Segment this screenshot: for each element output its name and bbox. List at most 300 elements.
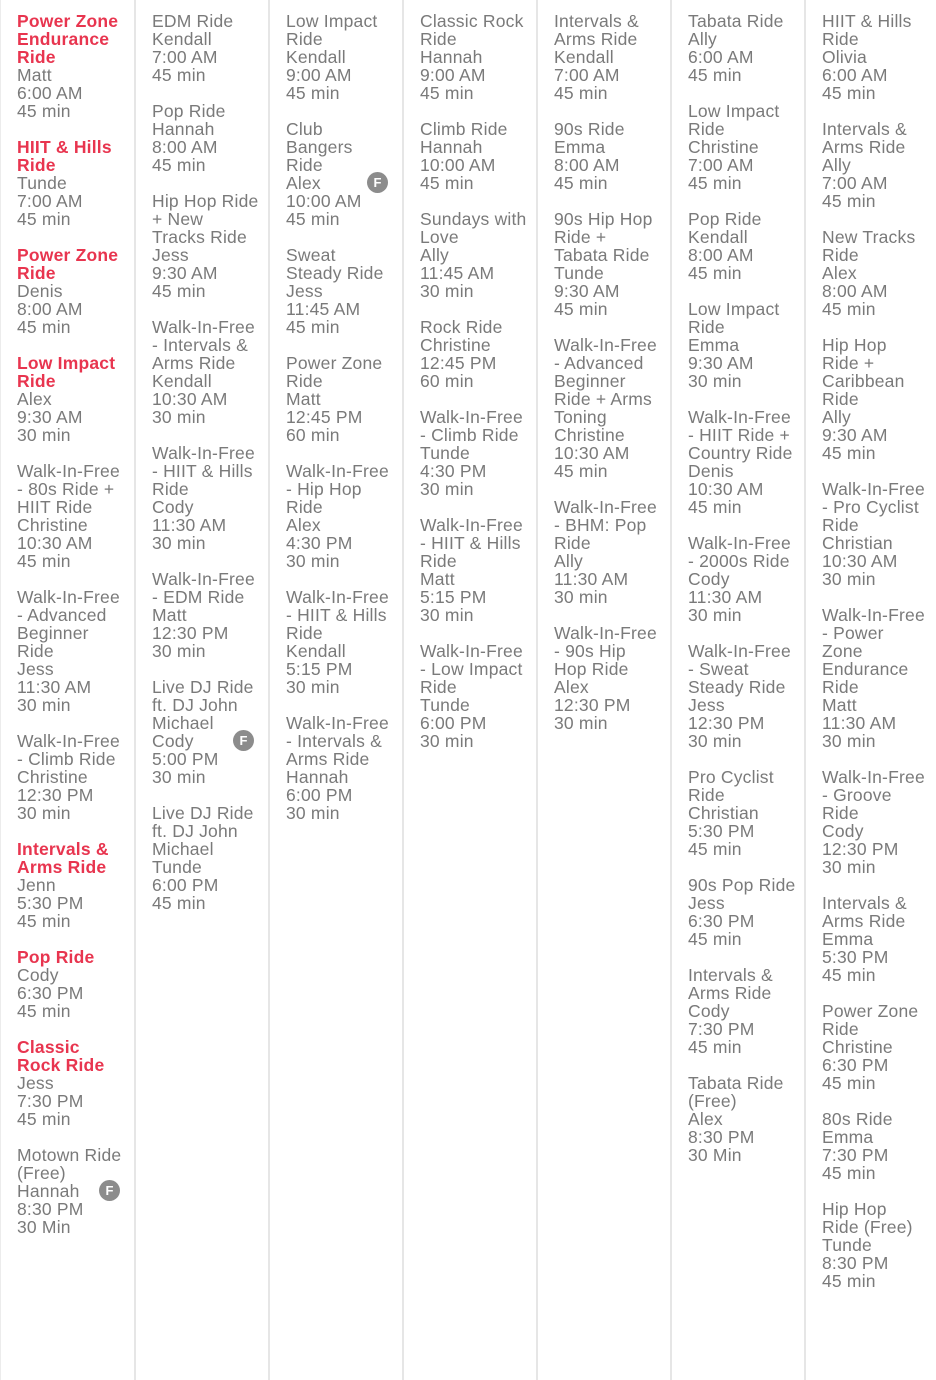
class-duration: 45 min [152, 893, 206, 913]
class-duration: 30 min [554, 587, 608, 607]
class-instructor: Cody [822, 821, 864, 841]
class-item[interactable] [17, 588, 134, 714]
class-title: Power Zone Ride [286, 353, 383, 391]
class-time: 12:30 PM [554, 695, 631, 715]
class-duration: 30 min [17, 803, 71, 823]
class-duration: 45 min [17, 911, 71, 931]
class-item[interactable] [688, 768, 804, 858]
class-time: 5:30 PM [822, 947, 889, 967]
class-duration: 30 min [420, 605, 474, 625]
class-item[interactable] [822, 768, 936, 876]
class-duration: 45 min [17, 1109, 71, 1129]
class-time: 4:30 PM [286, 533, 353, 553]
class-item[interactable] [688, 210, 804, 282]
class-time: 8:00 AM [822, 281, 888, 301]
class-item[interactable] [822, 1002, 936, 1092]
class-time: 12:30 PM [152, 623, 229, 643]
class-duration: 45 min [554, 83, 608, 103]
class-item[interactable] [420, 12, 536, 102]
class-instructor: Hannah [420, 137, 483, 157]
schedule-column-7 [806, 0, 936, 1380]
class-time: 10:30 AM [17, 533, 93, 553]
class-title: Sundays with Love [420, 209, 527, 247]
class-title: Walk-In-Free - Low Impact Ride [420, 641, 523, 697]
class-time: 7:00 AM [688, 155, 754, 175]
class-duration: 30 min [420, 731, 474, 751]
class-title: Intervals & Arms Ride [822, 119, 907, 157]
class-title: Pop Ride [152, 101, 226, 121]
class-title: Walk-In-Free - Sweat Steady Ride [688, 641, 791, 697]
class-time: 6:00 PM [152, 875, 219, 895]
class-item[interactable] [554, 336, 670, 480]
class-duration: 30 min [286, 551, 340, 571]
class-duration: 30 min [17, 425, 71, 445]
class-title: Walk-In-Free - Intervals & Arms Ride [286, 713, 389, 769]
class-duration: 30 min [17, 695, 71, 715]
class-title: Walk-In-Free - 80s Ride + HIIT Ride [17, 461, 120, 517]
class-instructor: Tunde [420, 443, 470, 463]
class-instructor: Matt [152, 605, 187, 625]
class-item[interactable] [822, 894, 936, 984]
class-title: 90s Hip Hop Ride + Tabata Ride [554, 209, 653, 265]
class-title: Club Bangers Ride [286, 119, 353, 175]
class-item[interactable] [822, 480, 936, 588]
class-time: 11:30 AM [822, 713, 897, 733]
class-duration: 45 min [688, 263, 742, 283]
class-instructor: Alex [554, 677, 589, 697]
class-duration: 45 min [152, 65, 206, 85]
class-time: 8:00 AM [688, 245, 754, 265]
class-title: Walk-In-Free - BHM: Pop Ride [554, 497, 657, 553]
class-duration: 30 Min [17, 1217, 71, 1237]
class-time: 12:30 PM [17, 785, 94, 805]
class-instructor: Matt [420, 569, 455, 589]
class-title: Power Zone Ride [822, 1001, 919, 1039]
class-title: Walk-In-Free - HIIT & Hills Ride [286, 587, 389, 643]
class-item[interactable] [17, 462, 134, 570]
class-item[interactable] [152, 192, 268, 300]
class-item[interactable] [17, 732, 134, 822]
class-duration: 45 min [688, 65, 742, 85]
class-item[interactable] [17, 246, 134, 336]
class-item[interactable] [152, 444, 268, 552]
class-time: 9:00 AM [286, 65, 352, 85]
class-instructor: Alex [17, 389, 52, 409]
class-instructor: Christine [17, 767, 88, 787]
class-instructor: Ally [822, 155, 851, 175]
class-time: 7:00 AM [822, 173, 888, 193]
class-time: 12:45 PM [420, 353, 497, 373]
class-time: 8:30 PM [17, 1199, 84, 1219]
class-duration: 45 min [286, 83, 340, 103]
class-time: 8:30 PM [688, 1127, 755, 1147]
class-instructor: Alex [822, 263, 857, 283]
class-instructor: Denis [688, 461, 734, 481]
class-duration: 30 min [152, 767, 206, 787]
class-item[interactable] [554, 498, 670, 606]
class-time: 10:30 AM [688, 479, 764, 499]
class-time: 6:30 PM [17, 983, 84, 1003]
class-time: 12:45 PM [286, 407, 363, 427]
class-time: 7:00 AM [554, 65, 620, 85]
class-time: 5:30 PM [17, 893, 84, 913]
class-duration: 30 min [420, 281, 474, 301]
class-duration: 30 min [688, 371, 742, 391]
class-duration: 45 min [822, 299, 876, 319]
class-title: Climb Ride [420, 119, 508, 139]
class-title: Walk-In-Free - Advanced Beginner Ride + Arms Toning [554, 335, 657, 427]
class-item[interactable] [152, 12, 268, 84]
class-item[interactable] [420, 642, 536, 750]
schedule-column-4 [404, 0, 538, 1380]
class-item[interactable] [286, 714, 402, 822]
class-time: 10:30 AM [822, 551, 898, 571]
class-item[interactable] [152, 678, 268, 786]
class-time: 9:30 AM [688, 353, 754, 373]
class-time: 11:30 AM [554, 569, 629, 589]
class-title: Walk-In-Free - HIIT Ride + Country Ride [688, 407, 793, 463]
class-item[interactable] [286, 12, 402, 102]
class-instructor: Jess [17, 1073, 54, 1093]
class-instructor: Ally [420, 245, 449, 265]
class-time: 6:30 PM [822, 1055, 889, 1075]
class-item[interactable] [420, 210, 536, 300]
class-duration: 45 min [420, 83, 474, 103]
class-time: 6:00 AM [822, 65, 888, 85]
class-duration: 45 min [688, 929, 742, 949]
free-badge-icon: F [99, 1180, 120, 1201]
class-time: 7:30 PM [822, 1145, 889, 1165]
class-item[interactable] [554, 210, 670, 318]
class-item[interactable] [688, 876, 804, 948]
class-time: 10:00 AM [286, 191, 362, 211]
class-item[interactable] [17, 354, 134, 444]
class-title: Walk-In-Free - Climb Ride [17, 731, 120, 769]
class-duration: 45 min [822, 965, 876, 985]
class-instructor: Jess [688, 893, 725, 913]
class-instructor: Kendall [286, 641, 346, 661]
class-item[interactable] [688, 966, 804, 1056]
class-duration: 45 min [152, 281, 206, 301]
class-item[interactable] [688, 300, 804, 390]
class-title: Intervals & Arms Ride [17, 839, 109, 877]
class-instructor: Kendall [554, 47, 614, 67]
class-title: Intervals & Arms Ride [822, 893, 907, 931]
class-time: 8:30 PM [822, 1253, 889, 1273]
class-instructor: Cody [688, 1001, 730, 1021]
class-instructor: Denis [17, 281, 63, 301]
class-duration: 30 min [286, 677, 340, 697]
class-instructor: Matt [17, 65, 52, 85]
class-time: 9:30 AM [822, 425, 888, 445]
class-duration: 45 min [17, 101, 71, 121]
class-time: 11:45 AM [286, 299, 361, 319]
class-time: 6:00 AM [17, 83, 83, 103]
class-item[interactable] [152, 318, 268, 426]
class-title: Live DJ Ride ft. DJ John Michael [152, 803, 254, 859]
class-duration: 45 min [822, 1073, 876, 1093]
class-title: Motown Ride (Free) [17, 1145, 122, 1183]
class-title: Walk-In-Free - Hip Hop Ride [286, 461, 389, 517]
class-duration: 30 min [420, 479, 474, 499]
class-time: 7:00 AM [17, 191, 83, 211]
class-item[interactable] [822, 1200, 936, 1290]
class-instructor: Matt [822, 695, 857, 715]
class-time: 8:00 AM [152, 137, 218, 157]
class-duration: 45 min [554, 461, 608, 481]
class-instructor: Emma [554, 137, 606, 157]
class-title: Pop Ride [17, 947, 95, 967]
class-time: 11:30 AM [17, 677, 92, 697]
class-time: 5:30 PM [688, 821, 755, 841]
class-title: 90s Ride [554, 119, 625, 139]
class-duration: 30 min [152, 641, 206, 661]
class-title: Hip Hop Ride + Caribbean Ride [822, 335, 905, 409]
class-time: 11:45 AM [420, 263, 495, 283]
class-title: Walk-In-Free - Groove Ride [822, 767, 925, 823]
class-item[interactable] [286, 588, 402, 696]
class-title: 80s Ride [822, 1109, 893, 1129]
class-instructor: Kendall [152, 29, 212, 49]
class-instructor: Tunde [17, 173, 67, 193]
class-instructor: Emma [822, 1127, 874, 1147]
class-duration: 45 min [152, 155, 206, 175]
class-duration: 45 min [420, 173, 474, 193]
class-time: 8:00 AM [554, 155, 620, 175]
class-duration: 60 min [286, 425, 340, 445]
class-instructor: Olivia [822, 47, 867, 67]
class-item[interactable] [286, 246, 402, 336]
class-title: Intervals & Arms Ride [554, 11, 639, 49]
class-title: Walk-In-Free - HIIT & Hills Ride [420, 515, 523, 571]
class-title: Walk-In-Free - 90s Hip Hop Ride [554, 623, 657, 679]
class-item[interactable] [554, 624, 670, 732]
class-item[interactable] [17, 948, 134, 1020]
class-item[interactable] [822, 606, 936, 750]
class-duration: 45 min [822, 1271, 876, 1291]
class-instructor: Christian [822, 533, 893, 553]
free-badge-icon: F [367, 172, 388, 193]
class-time: 8:00 AM [17, 299, 83, 319]
class-time: 5:15 PM [420, 587, 487, 607]
class-time: 11:30 AM [688, 587, 763, 607]
class-instructor: Cody [152, 731, 194, 751]
class-instructor: Christian [688, 803, 759, 823]
class-instructor: Emma [688, 335, 740, 355]
class-duration: 45 min [17, 209, 71, 229]
class-instructor: Christine [420, 335, 491, 355]
class-instructor: Tunde [554, 263, 604, 283]
class-instructor: Jenn [17, 875, 56, 895]
class-time: 6:00 AM [688, 47, 754, 67]
class-title: New Tracks Ride [822, 227, 916, 265]
class-instructor: Hannah [17, 1181, 80, 1201]
class-title: Walk-In-Free - Intervals & Arms Ride [152, 317, 255, 373]
class-time: 9:30 AM [152, 263, 218, 283]
class-title: Low Impact Ride [688, 299, 780, 337]
class-title: Power Zone Endurance Ride [17, 11, 119, 67]
class-time: 5:15 PM [286, 659, 353, 679]
class-title: Low Impact Ride [17, 353, 116, 391]
class-instructor: Hannah [152, 119, 215, 139]
class-instructor: Christine [554, 425, 625, 445]
class-duration: 45 min [17, 551, 71, 571]
class-duration: 30 min [822, 569, 876, 589]
free-badge-icon: F [233, 730, 254, 751]
class-instructor: Jess [152, 245, 189, 265]
class-duration: 45 min [688, 1037, 742, 1057]
class-title: Walk-In-Free - Advanced Beginner Ride [17, 587, 120, 661]
class-instructor: Emma [822, 929, 874, 949]
class-item[interactable] [17, 1038, 134, 1128]
class-title: HIIT & Hills Ride [822, 11, 912, 49]
class-item[interactable] [822, 336, 936, 462]
class-title: Sweat Steady Ride [286, 245, 384, 283]
class-instructor: Jess [286, 281, 323, 301]
class-item[interactable] [420, 318, 536, 390]
class-time: 6:00 PM [286, 785, 353, 805]
class-title: Tabata Ride (Free) [688, 1073, 784, 1111]
class-instructor: Kendall [152, 371, 212, 391]
class-instructor: Christine [17, 515, 88, 535]
class-title: Walk-In-Free - 2000s Ride [688, 533, 791, 571]
class-item[interactable] [420, 516, 536, 624]
class-duration: 45 min [688, 839, 742, 859]
class-duration: 30 min [286, 803, 340, 823]
class-item[interactable] [286, 354, 402, 444]
class-item[interactable] [688, 408, 804, 516]
class-title: Walk-In-Free - HIIT & Hills Ride [152, 443, 255, 499]
class-instructor: Kendall [688, 227, 748, 247]
class-time: 11:30 AM [152, 515, 227, 535]
class-instructor: Ally [688, 29, 717, 49]
class-title: Classic Rock Ride [17, 1037, 105, 1075]
class-item[interactable] [152, 570, 268, 660]
class-item[interactable] [286, 462, 402, 570]
class-duration: 30 min [822, 857, 876, 877]
class-time: 10:30 AM [152, 389, 228, 409]
class-item[interactable] [286, 120, 402, 228]
class-duration: 30 min [822, 731, 876, 751]
class-duration: 45 min [822, 191, 876, 211]
class-duration: 45 min [286, 209, 340, 229]
class-instructor: Tunde [152, 857, 202, 877]
class-title: Low Impact Ride [688, 101, 780, 139]
class-duration: 45 min [554, 173, 608, 193]
class-duration: 30 min [688, 731, 742, 751]
class-item[interactable] [554, 120, 670, 192]
class-title: Walk-In-Free - EDM Ride [152, 569, 255, 607]
class-title: Walk-In-Free - Climb Ride [420, 407, 523, 445]
schedule-column-5 [538, 0, 672, 1380]
class-item[interactable] [17, 138, 134, 228]
class-duration: 45 min [286, 317, 340, 337]
class-time: 12:30 PM [822, 839, 899, 859]
class-duration: 45 min [822, 1163, 876, 1183]
class-instructor: Alex [286, 515, 321, 535]
class-instructor: Hannah [420, 47, 483, 67]
class-title: Rock Ride [420, 317, 503, 337]
class-item[interactable] [688, 102, 804, 192]
class-instructor: Cody [17, 965, 59, 985]
class-time: 9:30 AM [554, 281, 620, 301]
class-title: Walk-In-Free - Power Zone Endurance Ride [822, 605, 925, 697]
class-item[interactable] [688, 1074, 804, 1164]
class-item[interactable] [688, 12, 804, 84]
class-item[interactable] [822, 12, 936, 102]
class-duration: 45 min [17, 317, 71, 337]
class-duration: 60 min [420, 371, 474, 391]
class-time: 12:30 PM [688, 713, 765, 733]
class-instructor: Jess [688, 695, 725, 715]
class-title: Pop Ride [688, 209, 762, 229]
class-instructor: Alex [286, 173, 321, 193]
class-item[interactable] [822, 1110, 936, 1182]
class-time: 6:00 PM [420, 713, 487, 733]
class-time: 10:00 AM [420, 155, 496, 175]
class-instructor: Ally [822, 407, 851, 427]
class-instructor: Cody [688, 569, 730, 589]
class-time: 10:30 AM [554, 443, 630, 463]
class-time: 5:00 PM [152, 749, 219, 769]
class-duration: 45 min [688, 497, 742, 517]
class-time: 7:30 PM [688, 1019, 755, 1039]
class-instructor: Christine [688, 137, 759, 157]
class-title: Hip Hop Ride (Free) [822, 1199, 913, 1237]
class-duration: 45 min [688, 173, 742, 193]
class-item[interactable] [688, 534, 804, 624]
class-item[interactable] [17, 1146, 134, 1236]
class-title: Low Impact Ride [286, 11, 378, 49]
class-title: Tabata Ride [688, 11, 784, 31]
class-instructor: Cody [152, 497, 194, 517]
class-duration: 30 Min [688, 1145, 742, 1165]
class-item[interactable] [554, 12, 670, 102]
class-instructor: Hannah [286, 767, 349, 787]
class-time: 7:00 AM [152, 47, 218, 67]
class-duration: 45 min [554, 299, 608, 319]
class-time: 6:30 PM [688, 911, 755, 931]
schedule-column-2 [136, 0, 270, 1380]
class-item[interactable] [420, 408, 536, 498]
class-item[interactable] [17, 840, 134, 930]
class-duration: 30 min [554, 713, 608, 733]
class-duration: 45 min [822, 83, 876, 103]
class-title: Classic Rock Ride [420, 11, 524, 49]
class-item[interactable] [822, 228, 936, 318]
class-title: Power Zone Ride [17, 245, 119, 283]
class-title: Live DJ Ride ft. DJ John Michael [152, 677, 254, 733]
class-title: 90s Pop Ride [688, 875, 796, 895]
schedule-column-3 [270, 0, 404, 1380]
class-instructor: Alex [688, 1109, 723, 1129]
class-item[interactable] [17, 12, 134, 120]
class-item[interactable] [152, 102, 268, 174]
class-duration: 45 min [17, 1001, 71, 1021]
class-item[interactable] [688, 642, 804, 750]
class-duration: 45 min [822, 443, 876, 463]
class-duration: 30 min [152, 533, 206, 553]
class-instructor: Christine [822, 1037, 893, 1057]
class-item[interactable] [152, 804, 268, 912]
class-instructor: Matt [286, 389, 321, 409]
class-item[interactable] [420, 120, 536, 192]
class-instructor: Ally [554, 551, 583, 571]
class-time: 9:00 AM [420, 65, 486, 85]
class-title: Walk-In-Free - Pro Cyclist Ride [822, 479, 925, 535]
class-time: 7:30 PM [17, 1091, 84, 1111]
class-item[interactable] [822, 120, 936, 210]
